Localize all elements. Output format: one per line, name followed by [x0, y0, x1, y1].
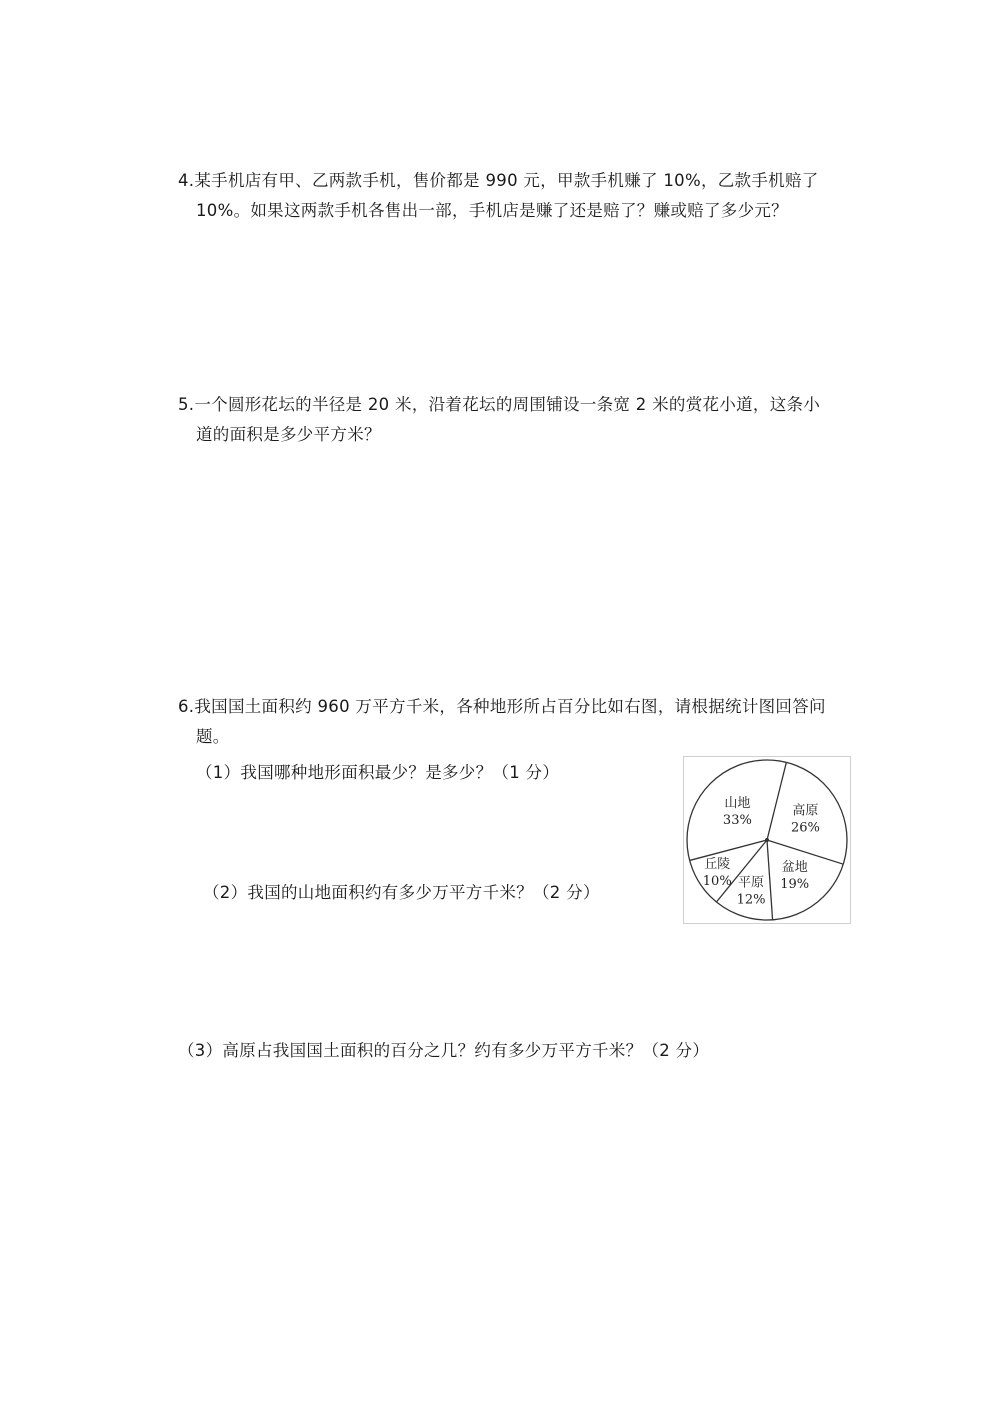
pie-chart-svg [684, 757, 850, 923]
pie-slice-divider [767, 840, 773, 920]
question-6-sub-2: （2）我国的山地面积约有多少万平方千米？（2 分） [203, 883, 600, 902]
question-6-sub-3: （3）高原占我国国土面积的百分之几？约有多少万平方千米？（2 分） [178, 1041, 710, 1060]
pie-center [765, 838, 769, 842]
pie-value-hill: 10% [702, 874, 732, 890]
pie-label-hill: 丘陵 [704, 857, 731, 873]
pie-label-mountain: 山地 [724, 795, 751, 811]
question-6-line-1: 6.我国国土面积约 960 万平方千米，各种地形所占百分比如右图，请根据统计图回答问 [178, 697, 826, 716]
question-5 [178, 390, 820, 450]
question-6 [178, 692, 826, 752]
pie-value-plateau: 26% [790, 820, 820, 836]
pie-label-plain: 平原 [738, 875, 765, 891]
pie-label-plateau: 高原 [792, 803, 819, 819]
question-5-line-2: 道的面积是多少平方米？ [196, 425, 381, 444]
question-4-line-1: 4.某手机店有甲、乙两款手机，售价都是 990 元，甲款手机赚了 10%，乙款手机赔了 [178, 171, 819, 190]
question-4-line-2: 10%。如果这两款手机各售出一部，手机店是赚了还是赔了？赚或赔了多少元？ [196, 201, 788, 220]
pie-value-plain: 12% [736, 892, 766, 908]
question-6-sub-1: （1）我国哪种地形面积最少？是多少？（1 分） [196, 763, 560, 782]
pie-value-basin: 19% [780, 877, 810, 893]
pie-slice-divider [767, 762, 786, 840]
pie-value-mountain: 33% [722, 812, 752, 828]
question-6-line-2: 题。 [196, 727, 230, 746]
question-5-line-1: 5.一个圆形花坛的半径是 20 米，沿着花坛的周围铺设一条宽 2 米的赏花小道，这条小 [178, 395, 821, 414]
question-4 [178, 166, 819, 226]
terrain-pie-chart [683, 756, 851, 924]
pie-label-basin: 盆地 [781, 860, 808, 876]
